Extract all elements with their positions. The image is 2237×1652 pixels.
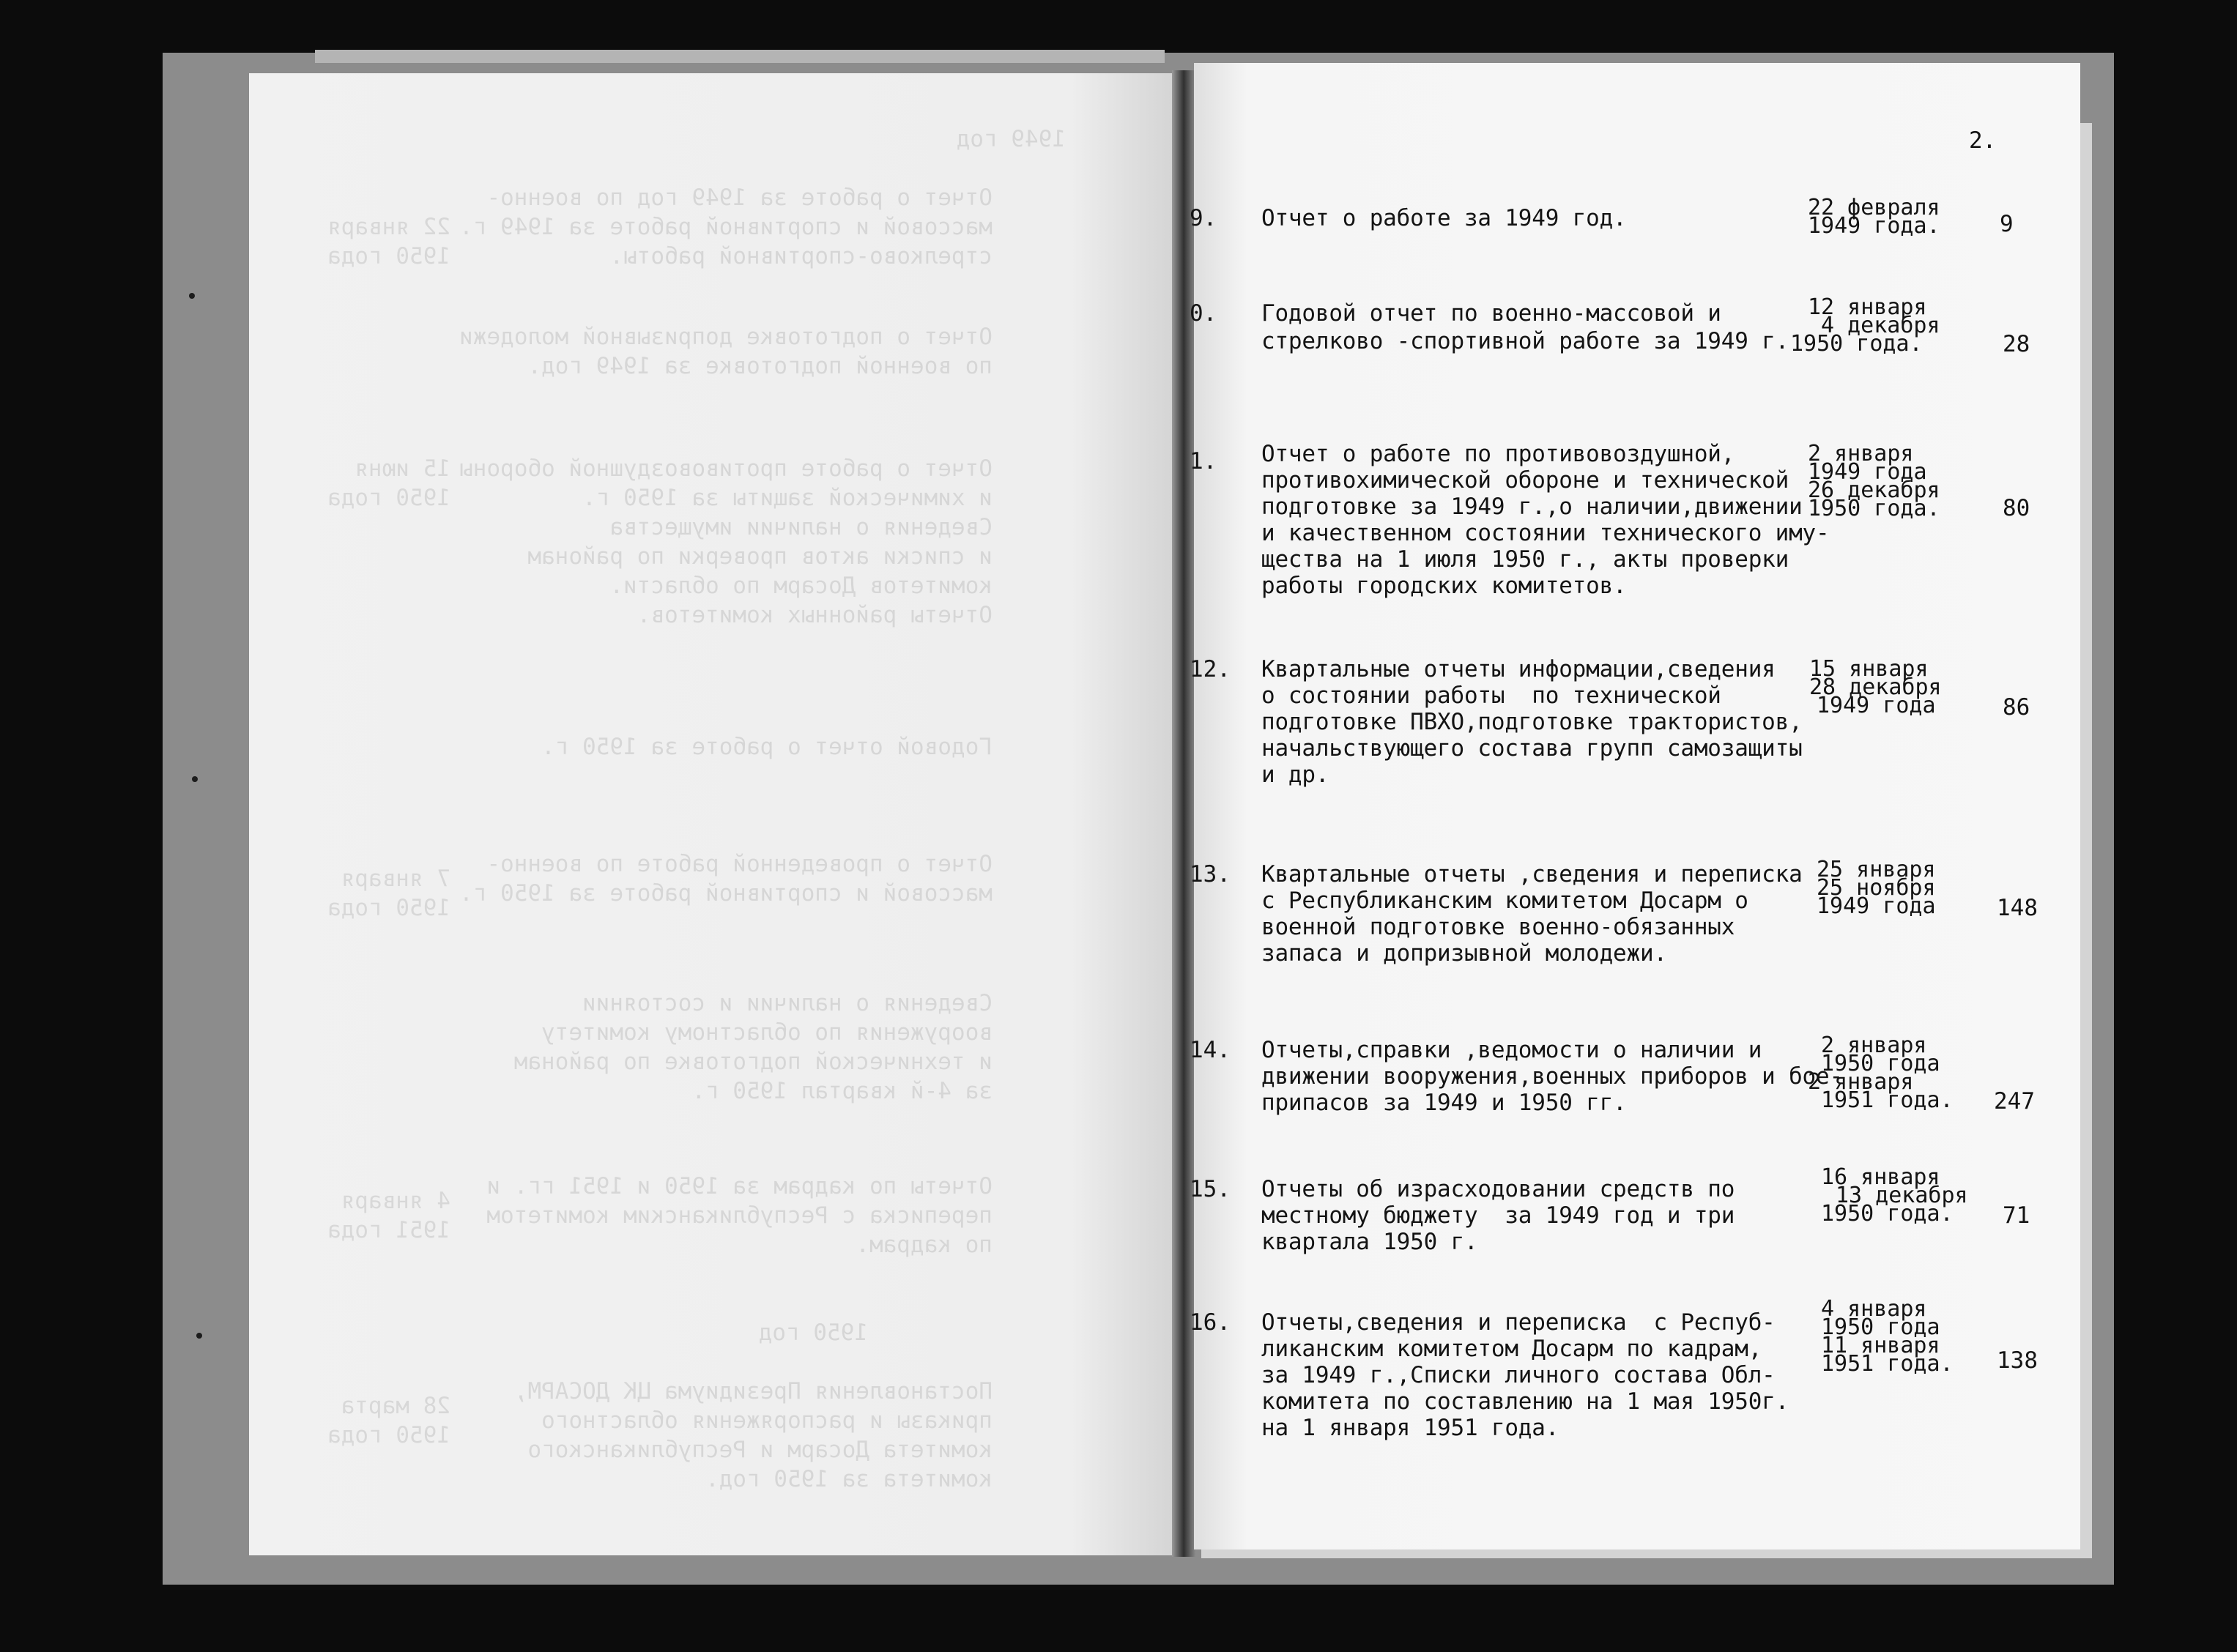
page-number: 2. <box>1969 127 1997 154</box>
sheet-count: 86 <box>2003 694 2030 721</box>
entry-number: 16. <box>1190 1309 1231 1336</box>
sheet-count: 247 <box>1994 1088 2035 1115</box>
punch-mark <box>192 776 198 782</box>
entry-number: 9. <box>1190 205 1217 231</box>
sheet-count: 9 <box>2000 211 2014 237</box>
punch-mark <box>196 1333 202 1339</box>
entry-number: 14. <box>1190 1037 1231 1063</box>
board-top-strip <box>315 50 1165 63</box>
sheet-count: 80 <box>2003 495 2030 521</box>
entry-number: 15. <box>1190 1176 1231 1202</box>
sheet-count: 148 <box>1997 895 2038 921</box>
entry-number: 0. <box>1190 300 1217 327</box>
sheet-count: 138 <box>1997 1347 2038 1374</box>
left-page <box>249 73 1183 1555</box>
entry-number: 1. <box>1190 448 1217 475</box>
sheet-count: 28 <box>2003 331 2030 357</box>
entry-number: 13. <box>1190 861 1231 888</box>
bleed-through-text: 1949 год Отчет о работе за 1949 год по военно- массовой и спортивной работе за 1949 г. стрелково-спортивной работы. Отчет о подготовке допризывной молодежи по военной подготовке за 1949 год. Отчет о работе противовоздушной обороны и химической защиты за 1950 г. Сведения о наличии имущества и списки актов проверки по районам комитетов Досарм по области. Отчеты районных комитетов. Годовой отчет о работе за 1950 г. Отчет о проведенной работе по военно- массовой и спортивной работе за 1950 г. Сведения о наличии и состоянии вооружения по областному комитету и технической подготовке по районам за 4-й квартал 1950 г. Отчеты по кадрам за 1950 и 1951 гг. и переписка с Республиканским комитетом по кадрам. 1950 год Постановления Президиума ЦК ДОСАРМ, приказы и распоряжения областного комитета Досарм и Республиканского комитета за 1950 год. 22 января 1950 года 15 июня 1950 года 7 января 1950 года 4 января 1951 года 28 марта 1950 года <box>327 126 1066 1492</box>
entry-number: 12. <box>1190 656 1231 682</box>
right-page: 2. 9. Отчет о работе за 1949 год. 22 февраля 1949 года. 9 0. Годовой отчет по военно-массовой и стрелково -спортивной работе за 1949 г. 12 января 4 декабря 1950 года. 28 1. Отчет о работе по противовоздушной, противохимической обороне и технической подготовке за 1949 г.,о наличии,движении и качественном состоянии технического иму- щества на 1 июля 1950 г., акты проверки работы городских комитетов. 2 января 1949 года 26 декабря 1950 года. 80 12. Квартальные отчеты информации,сведения о состоянии работы по технической подготовке ПВХО,подготовке трактористов, начальствующего состава групп самозащиты и др. 15 января 28 декабря 1949 года 86 13. Квартальные отчеты ,сведения и переписка с Республиканским комитетом Досарм о военной подготовке военно-обязанных запаса и допризывной молодежи. 25 января 25 ноября 1949 года 148 14. Отчеты,справки ,ведомости о наличии и движении вооружения,военных приборов и бое- припасов за 1949 и 1950 гг. 2 января 1950 года 2 января 1951 года. 247 15. Отчеты об израсходовании средств по местному бюджету за 1949 год и три квартала 1950 г. 16 января 13 декабря 1950 года. 71 16. Отчеты,сведения и переписка с Респуб- ликанским комитетом Досарм по кадрам, за 1949 г.,Списки личного состава Обл- комитета по составлению на 1 мая 1950г. на 1 января 1951 года. 4 января 1950 года 11 января 1951 года. 138 <box>1194 63 2080 1549</box>
sheet-count: 71 <box>2003 1202 2030 1229</box>
punch-mark <box>189 293 195 299</box>
